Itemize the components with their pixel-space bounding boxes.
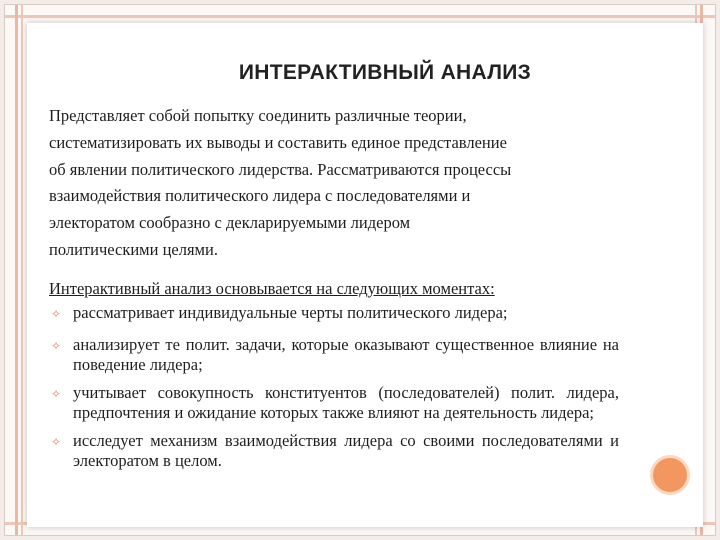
paragraph-line: взаимодействия политического лидера с последователями и	[49, 186, 471, 206]
bullet-text: учитывает совокупность конституентов (последователей) полит. лидера, предпочтения и ожидание которых также влияют на деятельность лидера;	[73, 383, 619, 422]
slide-frame	[4, 4, 716, 536]
list-item	[49, 335, 619, 375]
paragraph-line: об явлении политического лидерства. Рассматриваются процессы	[49, 159, 512, 179]
checkmark-diamond-icon: ✧	[51, 339, 62, 353]
checkmark-diamond-icon: ✧	[51, 387, 62, 401]
decorative-circle	[650, 455, 690, 495]
decor-stripe-left	[15, 5, 18, 535]
bullet-text: рассматривает индивидуальные черты политического лидера;	[73, 303, 508, 322]
paragraph-line: электоратом сообразно с декларируемыми лидером	[49, 213, 411, 233]
paragraph-line: систематизировать их выводы и составить единое представление	[49, 132, 507, 152]
paragraph-line: политическими целями.	[49, 239, 218, 259]
bullet-list	[49, 303, 619, 479]
checkmark-diamond-icon: ✧	[51, 435, 62, 449]
list-item	[49, 383, 619, 423]
bullets-intro: Интерактивный анализ основывается на следующих моментах:	[49, 279, 495, 298]
slide-title: ИНТЕРАКТИВНЫЙ АНАЛИЗ	[238, 61, 532, 84]
list-item	[49, 431, 619, 471]
bullet-text: исследует механизм взаимодействия лидера со своими последователями и электоратом в целом.	[73, 431, 619, 470]
checkmark-diamond-icon: ✧	[51, 307, 62, 321]
description-paragraph	[49, 103, 629, 264]
list-item	[49, 303, 619, 323]
slide-content	[27, 23, 703, 527]
paragraph-line: Представляет собой попытку соединить различные теории,	[49, 106, 467, 125]
decor-stripe-left-inner	[21, 5, 23, 535]
decor-stripe-top	[5, 15, 715, 18]
bullet-text: анализирует те полит. задачи, которые оказывают существенное влияние на поведение лидера;	[73, 335, 619, 374]
